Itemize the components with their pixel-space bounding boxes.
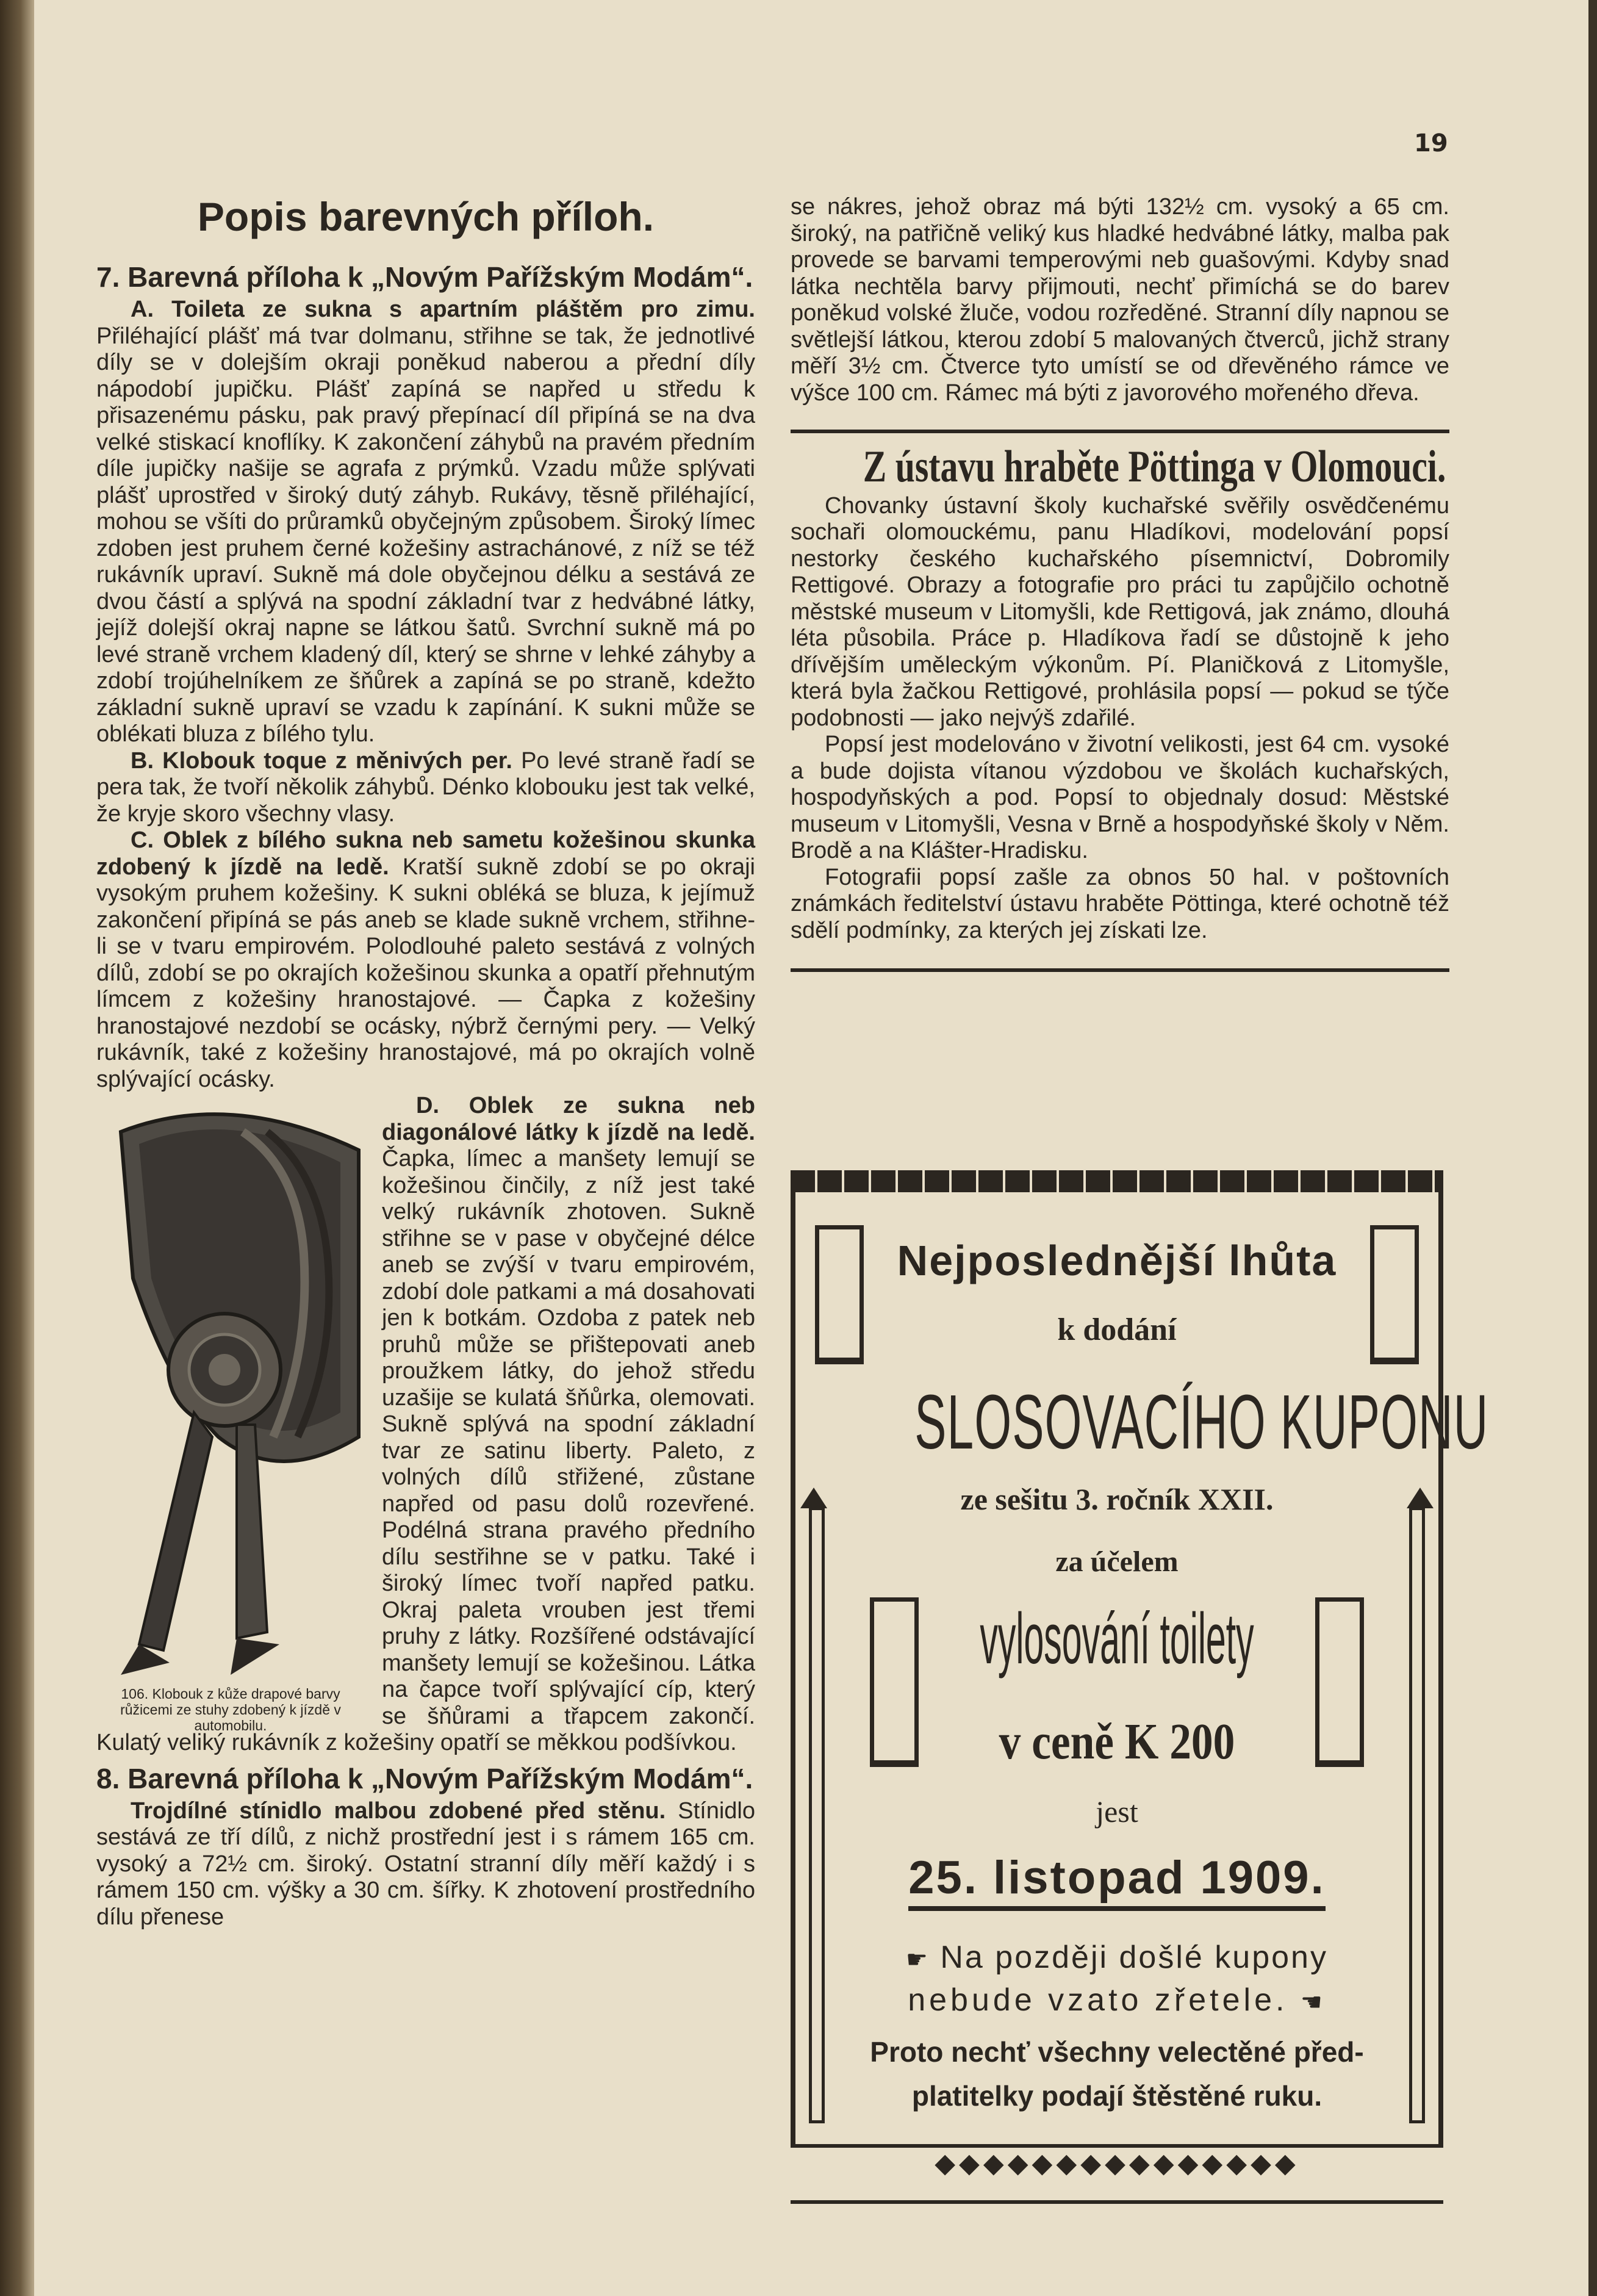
divider-top [791, 430, 1449, 433]
left-column [96, 194, 755, 1931]
ad-line-4: ze sešitu 3. ročník XXII. [960, 1482, 1274, 1516]
label-c: C. Oblek z bílého sukna neb sametu kožešinou skunka zdobený k jízdě na ledě. [96, 827, 755, 880]
pointing-hand-left-icon: ☚ [1300, 1988, 1326, 2017]
paragraph-b [96, 748, 755, 828]
page-edge [1588, 0, 1597, 2296]
pottinga-paragraph-3: Fotografii popsí zašle za obnos 50 hal. v poštovních známkách ředitelství ústavu hraběte Pöttinga, které ochotně též sdělí podmínky, za kterých jej získati lze. [791, 864, 1449, 943]
section-7-heading: 7. Barevná příloha k „Novým Pařížským Modám“. [96, 261, 753, 293]
ad-coupon-title: SLOSOVACÍHO KUPONU [914, 1379, 1489, 1465]
text-8: Stínidlo sestává ze tří dílů, z nichž prostřední jest i s rámem 165 cm. vysoký a 72½ cm. široký. Ostatní stranní díly měří každý i s rámem 150 cm. výšky a 30 cm. šířky. K zhotovení prostředního dílu přenese [96, 1798, 755, 1930]
text-c: Kratší sukně zdobí se po okraji vysokým pruhem kožešiny. K sukni obléká se bluza, k jejímuž zakončení připíná se pás aneb se klade sukně vrchem, střihne-li se v tvaru empirovém. Polodlouhé paleto sestává z volných dílů, zdobí se po okrajích kožešinou skunka a opatří přehnutým límcem z kožešiny hranostajové. — Čapka z kožešiny hranostajové nezdobí se ocásky, nýbrž černými pery. — Velký rukávník, také z kožešiny hranostajové, má po okrajích volně splývající ocásky. [96, 854, 755, 1092]
ad-line-2: k dodání [1057, 1312, 1177, 1347]
right-column [791, 194, 1449, 972]
divider-bottom [791, 968, 1449, 972]
pottinga-paragraph-2: Popsí jest modelováno v životní velikosti, jest 64 cm. vysoké a bude dojista vítanou výzdobou ve školách kuchařských, hospodyňských a pod. Popsí to objednaly dosud: Městské museum v Litomyšli, Vesna v Brně a hospodyňské školy v Něm. Brodě a na Klášter-Hradisku. [791, 732, 1449, 863]
ad-deadline-date-text: 25. listopad 1909. [908, 1852, 1325, 1911]
ad-line-10 [791, 1939, 1443, 1976]
pointing-hand-right-icon: ☛ [906, 1946, 930, 1974]
page-title: Popis barevných příloh. [197, 194, 655, 239]
pottinga-paragraph-1: Chovanky ústavní školy kuchařské svěřily osvědčenému sochaři olomouckému, panu Hladíkovi, modelování popsí nestorky českého kuchařského písemnictví, Dobromily Rettigové. Obrazy a fotografie pro práci tu zapůjčilo ochotně městské museum v Litomyšli, kde Rettigová, jak známo, dlouhá léta působila. Práce p. Hladíkova řadí se důstojně k jeho dřívějším uměleckým výkonům. Pí. Planičková z Litomyšle, která byla žačkou Rettigové, prohlásila popsí — pokud se týče podobnosti — jako nejvýš zdařilé. [791, 492, 1449, 731]
ad-line-13: platitelky podají štěstěné ruku. [911, 2080, 1322, 2112]
label-8: Trojdílné stínidlo malbou zdobené před stěnu. [131, 1798, 666, 1824]
text-d: Čapka, límec a manšety lemují se kožešinou činčily, z níž jest také velký rukávník zhotoven. Sukně střihne se v pase v obyčejné délce aneb se zvýší v tvaru empirovém, zdobí dole patkami a má dosahovati jen k botkám. Ozdoba z patek neb pruhů může se přištepovati aneb proužkem látky, do jehož středu uzašije se kulatá šňůrka, olemovati. Sukně splývá na spodní základní tvar ze satinu liberty. Paleto, z volných dílů střižené, zůstane napřed od pasu dolů rozevřené. Podélná strana pravého předního dílu sestřihne se v patku. Také i široký límec tvoří napřed patku. Okraj paleta vrouben jest třemi pruhy z látky. Rozšířené odstávající manšety lemují se kožešinou. Látka na čapce tvoří splývající cíp, který se šňůrami a třapcem zakončí. Kulatý veliký rukávník z kožešiny opatří se měkkou podšívkou. [96, 1146, 755, 1755]
text-b: Po levé straně řadí se pera tak, že tvoří několik záhybů. Dénko klobouku jest tak velké, že kryje skoro všechny vlasy. [96, 747, 755, 827]
ad-line-12: Proto nechť všechny velectěné před- [870, 2036, 1364, 2068]
binding-shadow [0, 0, 34, 2296]
ad-toilet-lottery: vylosování toilety [980, 1599, 1254, 1679]
ad-diamond-ornament: ◆◆◆◆◆◆◆◆◆◆◆◆◆◆◆ [935, 2148, 1299, 2179]
figure-106 [96, 1095, 365, 1733]
ad-deadline-date [791, 1851, 1443, 1904]
ad-line-11 [791, 1982, 1443, 2018]
ad-border-top [791, 1170, 1443, 1192]
pottinga-heading: Z ústavu hraběte Pöttinga v Olomouci. [863, 442, 1446, 492]
ad-line-11-text: nebude vzato zřetele. [908, 1982, 1288, 2018]
page-number: 19 [1414, 129, 1448, 157]
label-d: D. Oblek ze sukna neb diagonálové látky k jízdě na ledě. [382, 1093, 755, 1145]
ad-line-5: za účelem [1055, 1546, 1179, 1578]
figure-caption: 106. Klobouk z kůže drapové barvy růžicemi ze stuhy zdobený k jízdě v automobilu. [120, 1686, 341, 1733]
label-b: B. Klobouk toque z měnivých per. [131, 747, 512, 774]
text-a: Přiléhající plášť má tvar dolmanu, střihne se tak, že jednotlivé díly se v dolejším okraji poněkud naberou a přední díly nápodobí jupičku. Plášť zapíná se napřed u středu k přisazenému pásku, pak pravý přepínací díl připíná se na dva velké stiskací knoflíky. K zakončení záhybů na pravém předním díle jupičky našije se agrafa z prýmků. Vzadu může splývati plášť uprostřed v široký dutý záhyb. Rukávy, těsně přiléhající, mohou se všíti do průramků obyčejným způsobem. Široký límec zdoben jest pruhem černé kožešiny astrachánové, z níž se též rukávník upraví. Sukně má dole obyčejnou délku a sestává ze dvou částí a splývá na spodní základní tvar z hedvábné látky, jejíž dolejší okraj napne se látkou šatů. Svrchní sukně má po levé straně vrchem kladený díl, který se shrne v lehké záhyby a zdobí trojúhelníkem ze šňůrek a zapíná se po straně, kdežto základní sukně upraví se vzadu k zapínání. K sukni může se oblékati bluza z bílého tylu. [96, 323, 755, 747]
paragraph-8 [96, 1798, 755, 1931]
ad-line-10-text: Na později došlé kupony [940, 1940, 1328, 1975]
ad-line-8: jest [1096, 1794, 1138, 1829]
ad-price: v ceně K 200 [999, 1713, 1235, 1770]
bonnet-illustration [96, 1095, 365, 1681]
coupon-advertisement [791, 1170, 1489, 2239]
paragraph-8-continued: se nákres, jehož obraz má býti 132½ cm. vysoký a 65 cm. široký, na patřičně veliký kus hladké hedvábné látky, malba pak provede se barvami temperovými neb guašovými. Kdyby snad látka nechtěla barvy přijmouti, nechť přimíchá se do barev poněkud volské žluče, vodou rozředěné. Stranní díly napnou se světlejší látkou, kterou zdobí 5 malovaných čtverců, jichž strany měří 3½ cm. Čtverce tyto umístí se od dřevěného rámce ve výšce 100 cm. Rámec má býti z javorového mořeného dřeva. [791, 194, 1449, 406]
section-8-heading: 8. Barevná příloha k „Novým Pařížským Modám“. [96, 1762, 753, 1794]
label-a: A. Toileta ze sukna s apartním pláštěm pro zimu. [131, 297, 755, 322]
paragraph-c [96, 827, 755, 1093]
ad-headline: Nejposlednější lhůta [897, 1237, 1337, 1284]
paragraph-a [96, 297, 755, 748]
